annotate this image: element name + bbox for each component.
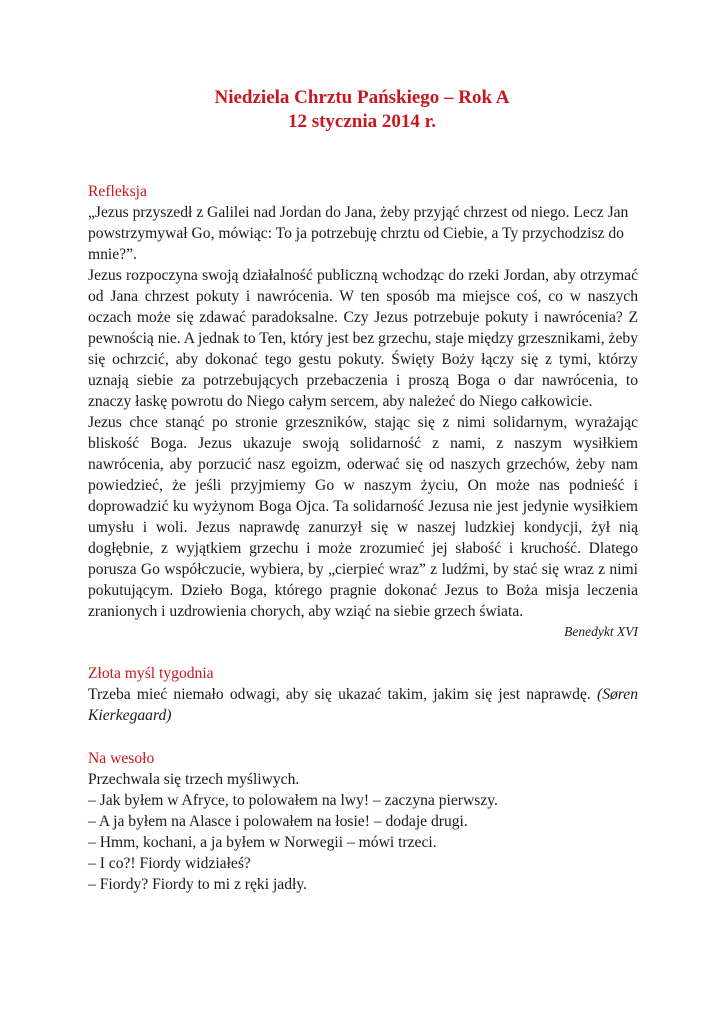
humor-line: – Jak byłem w Afryce, to polowałem na lwy! – zaczyna pierwszy. (88, 792, 498, 809)
thought-section (88, 663, 638, 726)
thought-text (88, 684, 638, 726)
reflection-paragraph-2: Jezus chce stanąć po stronie grzeszników, stając się z nimi solidarnym, wyrażając bliskość Boga. Jezus ukazuje swoją solidarność z nami, z naszym wysiłkiem nawrócenia, aby porzucić nasz egoizm, oderwać się od naszych grzechów, żeby nam powiedzieć, że jeśli przyjmiemy Go w naszym życiu, On może nas podnieść i doprowadzić ku wyżynom Boga Ojca. Ta solidarność Jezusa nie jest jedynie wysiłkiem umysłu i woli. Jezus naprawdę zanurzył się w naszej ludzkiej kondycji, żył nią dogłębnie, z wyjątkiem grzechu i może zrozumieć jej słabość i kruchość. Dlatego porusza Go współczucie, wybiera, by „cierpieć wraz” z ludźmi, by stać się wraz z nimi pokutującym. Dzieło Boga, którego pragnie dokonać Jezus to Boża misja leczenia zranionych i uzdrowienia chorych, aby wziąć na siebie grzech świata. (88, 414, 638, 620)
humor-line: – A ja byłem na Alasce i polowałem na łosie! – dodaje drugi. (88, 813, 468, 830)
reflection-signature: Benedykt XVI (564, 624, 638, 639)
reflection-heading: Refleksja (88, 183, 147, 200)
thought-quote: Trzeba mieć niemało odwagi, aby się ukazać takim, jakim się jest naprawdę. (88, 686, 591, 703)
reflection-paragraph-1: Jezus rozpoczyna swoją działalność publiczną wchodząc do rzeki Jordan, aby otrzymać od Jana chrzest pokuty i nawrócenia. W ten sposób ma miejsce coś, co w naszych oczach może się zdawać paradoksalne. Czy Jezus potrzebuje pokuty i nawrócenia? Z pewnością nie. A jednak to Ten, który jest bez grzechu, staje między grzesznikami, żeby się ochrzcić, aby dokonać tego gestu pokuty. Święty Boży łączy się z tymi, którzy uznają siebie za potrzebujących przebaczenia i proszą Boga o dar nawrócenia, to znaczy łaskę powrotu do Niego całym sercem, aby należeć do Niego całkowicie. (88, 267, 638, 410)
title-line-1: Niedziela Chrztu Pańskiego – Rok A (214, 87, 510, 108)
humor-line: – I co?! Fiordy widziałeś? (88, 855, 251, 872)
document-body (88, 181, 638, 895)
humor-line: – Fiordy? Fiordy to mi z ręki jadły. (88, 876, 308, 893)
humor-line: Przechwala się trzech myśliwych. (88, 771, 300, 788)
thought-heading: Złota myśl tygodnia (88, 665, 214, 682)
humor-line: – Hmm, kochani, a ja byłem w Norwegii – mówi trzeci. (88, 834, 437, 851)
reflection-quote: „Jezus przyszedł z Galilei nad Jordan do Jana, żeby przyjąć chrzest od niego. Lecz Jan powstrzymywał Go, mówiąc: To ja potrzebuję chrztu od Ciebie, a Ty przychodzisz do mnie?”. (88, 204, 629, 263)
humor-section (88, 748, 638, 895)
page-title (0, 86, 724, 134)
title-line-2: 12 stycznia 2014 r. (287, 111, 437, 132)
thought-author: (Søren Kierkegaard) (88, 686, 638, 724)
reflection-section (88, 181, 638, 641)
humor-heading: Na wesoło (88, 750, 155, 767)
